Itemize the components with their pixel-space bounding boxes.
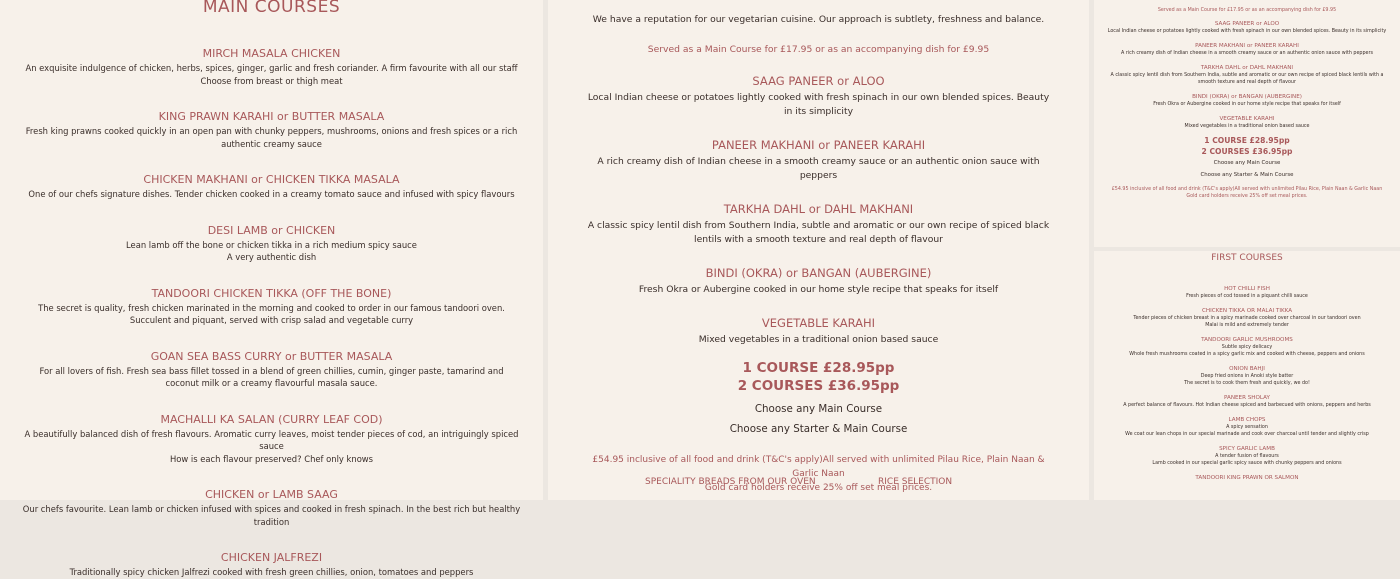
dish-description-line: Subtle spicy delicacy: [1221, 345, 1273, 350]
dish-description-line: Deep fried onions in Anoki style batter: [1200, 374, 1294, 379]
dish-title: CHICKEN TIKKA OR MALAI TIKKA: [1201, 308, 1293, 314]
dish-description-line: Whole fresh mushrooms coated in a spicy garlic mix and cooked with cheese, peppers and onions: [1129, 352, 1365, 357]
gold-card-line: Gold card holders receive 25% off set meal prices.: [704, 483, 933, 493]
menu-item: [1094, 446, 1400, 467]
main-courses-heading: MAIN COURSES: [202, 0, 341, 17]
dish-title: KING PRAWN KARAHI or BUTTER MASALA: [158, 110, 385, 123]
menu-item: [548, 138, 1089, 183]
one-course-price-small: 1 COURSE £28.95pp: [1204, 136, 1290, 145]
dish-title: TARKHA DAHL or DAHL MAKHANI: [723, 202, 914, 216]
menu-item: [0, 224, 543, 264]
menu-item: [1094, 21, 1400, 35]
dish-title: BINDI (OKRA) or BANGAN (AUBERGINE): [705, 266, 932, 280]
dish-description-line: Succulent and piquant, served with crisp salad and vegetable curry: [129, 315, 414, 325]
menu-item: [0, 47, 543, 87]
two-courses-price-small: 2 COURSES £36.95pp: [1201, 147, 1293, 156]
menu-item: [1094, 475, 1400, 482]
dish-title: SAAG PANEER or ALOO: [1214, 21, 1280, 27]
dish-title: TANDOORI GARLIC MUSHROOMS: [1201, 337, 1293, 343]
menu-item: [0, 173, 543, 201]
dish-title: MIRCH MASALA CHICKEN: [202, 47, 341, 60]
dish-description-line: Malai is mild and extremely tender: [1205, 323, 1289, 328]
dish-description: A classic spicy lentil dish from Southern India, subtle and aromatic or our own recipe of spiced black lentils with a smooth texture and real depth of flavour: [1110, 73, 1384, 85]
dish-description: [1094, 373, 1400, 387]
dish-description: [0, 428, 543, 466]
served-note: Served as a Main Course for £17.95 or as an accompanying dish for £9.95: [647, 44, 990, 55]
dish-description-line: A beautifully balanced dish of fresh flavours. Aromatic curry leaves, moist tender pieces of cod, an intriguingly spiced sauce: [24, 428, 519, 451]
first-courses-heading: FIRST COURSES: [1211, 253, 1283, 263]
dish-title: VEGETABLE KARAHI: [1219, 116, 1275, 122]
menu-item: [1094, 366, 1400, 387]
dish-title: ONION BAHJI: [1229, 366, 1265, 372]
menu-item: [548, 266, 1089, 297]
dish-description-line: How is each flavour preserved? Chef only knows: [169, 453, 374, 464]
dish-description-line: We coat our lean chops in our special marinade and cook over charcoal until tender and slightly crisp: [1125, 432, 1369, 437]
vegetarian-panel-small: [1094, 0, 1400, 247]
dish-description: Fresh Okra or Aubergine cooked in our home style recipe that speaks for itself: [1153, 102, 1341, 107]
dish-description: [1094, 402, 1400, 409]
first-courses-panel: [1094, 251, 1400, 500]
dish-description-line: The secret is to cook them fresh and quickly, we do!: [1184, 381, 1310, 386]
menu-item: [0, 350, 543, 390]
one-course-price: 1 COURSE £28.95pp: [742, 360, 895, 376]
dish-description-line: Tender pieces of chicken breast in a spicy marinade cooked over charcoal in our tandoori oven: [1133, 316, 1361, 321]
choose-starter-main-small: Choose any Starter & Main Course: [1200, 172, 1294, 178]
dish-title: CHICKEN MAKHANI or CHICKEN TIKKA MASALA: [143, 173, 400, 186]
inclusive-offer: [548, 453, 1089, 495]
dish-description-line: An exquisite indulgence of chicken, herbs, spices, ginger, garlic and fresh coriander. A firm favourite with all our staff: [25, 63, 518, 73]
dish-description-line: Lamb cooked in our special garlic spicy sauce with chunky peppers and onions: [1152, 461, 1342, 466]
dish-description: [0, 62, 543, 87]
speciality-breads-heading: SPECIALITY BREADS FROM OUR OVEN: [645, 477, 816, 487]
menu-item: [0, 551, 543, 579]
dish-title: PANEER SHOLAY: [1224, 395, 1270, 401]
dish-description-line: Fresh king prawns cooked quickly in an open pan with chunky peppers, mushrooms, onions and fresh spices or a rich authentic creamy sauce: [25, 126, 518, 149]
dish-title: DESI LAMB or CHICKEN: [207, 223, 336, 237]
dish-title: HOT CHILLI FISH: [1224, 286, 1270, 292]
menu-item: [1094, 65, 1400, 86]
dish-title: CHICKEN or LAMB SAAG: [205, 488, 338, 501]
menu-item: [1094, 286, 1400, 300]
choose-main-course: Choose any Main Course: [754, 403, 883, 415]
rice-selection-heading: RICE SELECTION: [878, 477, 953, 487]
dish-description: Mixed vegetables in a traditional onion based sauce: [1184, 124, 1310, 129]
dish-description: [0, 188, 543, 201]
dish-description-line: Our chefs favourite. Lean lamb or chicken infused with spices and cooked in fresh spinach. In the best rich but healthy tradition: [22, 504, 521, 527]
menu-item: [548, 202, 1089, 247]
dish-description: [1094, 315, 1400, 329]
dish-description: [0, 239, 543, 264]
dish-description: [1094, 293, 1400, 300]
dish-description: [0, 503, 543, 528]
dish-description: A classic spicy lentil dish from Southern India, subtle and aromatic or our own recipe of spiced black lentils with a smooth texture and real depth of flavour: [587, 220, 1050, 245]
dish-title: CHICKEN JALFREZI: [220, 551, 323, 564]
menu-item: [1094, 94, 1400, 108]
dish-description-line: A spicy sensation: [1226, 425, 1268, 430]
dish-description: Mixed vegetables in a traditional onion based sauce: [698, 334, 939, 345]
dish-description: [1094, 424, 1400, 438]
dish-description-line: One of our chefs signature dishes. Tender chicken cooked in a creamy tomato sauce and infused with spicy flavours: [28, 189, 515, 199]
choose-starter-main: Choose any Starter & Main Course: [729, 423, 908, 435]
dish-description-line: Lean lamb off the bone or chicken tikka in a rich medium spicy sauce: [126, 239, 417, 250]
two-courses-price: 2 COURSES £36.95pp: [737, 378, 900, 394]
dish-description: [0, 365, 543, 390]
dish-title: SAAG PANEER or ALOO: [752, 74, 885, 88]
vegetarian-panel: [548, 0, 1089, 500]
menu-item: [1094, 116, 1400, 130]
inclusive-offer-line: £54.95 inclusive of all food and drink (T&C's apply)All served with unlimited Pilau Rice, Plain Naan & Garlic Naan: [592, 455, 1045, 479]
main-courses-panel: [0, 0, 543, 577]
menu-item: [0, 110, 543, 150]
dish-description-line: For all lovers of fish. Fresh sea bass fillet tossed in a blend of green chillies, cumin, ginger paste, tamarind and coconut milk or a creamy flavourful masala sauce.: [39, 365, 504, 388]
dish-description-line: A very authentic dish: [226, 252, 317, 262]
dish-title: PANEER MAKHANI or PANEER KARAHI: [1195, 43, 1299, 49]
dish-description: Fresh Okra or Aubergine cooked in our home style recipe that speaks for itself: [638, 284, 999, 295]
served-note-small: Served as a Main Course for £17.95 or as an accompanying dish for £9.95: [1157, 8, 1337, 13]
dish-description-line: A tender fusion of flavours: [1215, 454, 1279, 459]
vegetarian-intro: We have a reputation for our vegetarian cuisine. Our approach is subtlety, freshness and balance.: [592, 14, 1045, 25]
dish-description: A rich creamy dish of Indian cheese in a smooth creamy sauce or an authentic onion sauce with peppers: [597, 156, 1040, 181]
dish-description: [1094, 453, 1400, 467]
dish-title: BINDI (OKRA) or BANGAN (AUBERGINE): [1192, 94, 1302, 100]
dish-description-line: A perfect balance of flavours. Hot Indian cheese spiced and barbecued with onions, peppers and herbs: [1123, 403, 1371, 408]
dish-description-line: Fresh pieces of cod tossed in a piquant chilli sauce: [1186, 294, 1308, 299]
menu-item: [1094, 395, 1400, 409]
dish-description: [0, 302, 543, 327]
dish-description: [1094, 344, 1400, 358]
dish-description: Local Indian cheese or potatoes lightly cooked with fresh spinach in our own blended spices. Beauty in its simplicity: [1107, 29, 1387, 34]
dish-title: LAMB CHOPS: [1228, 417, 1266, 423]
menu-item: [548, 316, 1089, 347]
dish-title: TANDOORI CHICKEN TIKKA (OFF THE BONE): [151, 286, 392, 300]
menu-item: [1094, 417, 1400, 438]
dish-description-line: Choose from breast or thigh meat: [200, 75, 343, 86]
menu-item: [1094, 337, 1400, 358]
dish-description: [0, 125, 543, 150]
dish-title: TANDOORI KING PRAWN OR SALMON: [1195, 475, 1299, 481]
menu-item: [0, 413, 543, 466]
dish-description: Local Indian cheese or potatoes lightly cooked with fresh spinach in our own blended spices. Beauty in its simplicity: [587, 92, 1050, 117]
menu-item: [0, 488, 543, 528]
dish-title: PANEER MAKHANI or PANEER KARAHI: [711, 138, 926, 152]
menu-item: [1094, 43, 1400, 57]
menu-item: [1094, 308, 1400, 329]
dish-title: GOAN SEA BASS CURRY or BUTTER MASALA: [150, 349, 393, 363]
menu-item: [548, 74, 1089, 119]
dish-description: A rich creamy dish of Indian cheese in a smooth creamy sauce or an authentic onion sauce with peppers: [1121, 51, 1373, 56]
choose-main-course-small: Choose any Main Course: [1213, 160, 1281, 166]
dish-description-line: The secret is quality, fresh chicken marinated in the morning and cooked to order in our famous tandoori oven.: [38, 302, 505, 313]
menu-item: [0, 287, 543, 327]
dish-title: TARKHA DAHL or DAHL MAKHANI: [1200, 65, 1294, 71]
dish-title: MACHALLI KA SALAN (CURRY LEAF COD): [160, 412, 383, 426]
inclusive-offer-small: £54.95 inclusive of all food and drink (T&C's apply)All served with unlimited Pilau Rice, Plain Naan & Garlic Naan Gold card holders receive 25% off set meal prices.: [1111, 187, 1383, 199]
dish-description-line: Traditionally spicy chicken Jalfrezi cooked with fresh green chillies, onion, tomatoes and peppers: [69, 567, 474, 577]
dish-title: VEGETABLE KARAHI: [761, 316, 876, 330]
dish-description: [0, 566, 543, 579]
dish-title: SPICY GARLIC LAMB: [1219, 446, 1275, 452]
